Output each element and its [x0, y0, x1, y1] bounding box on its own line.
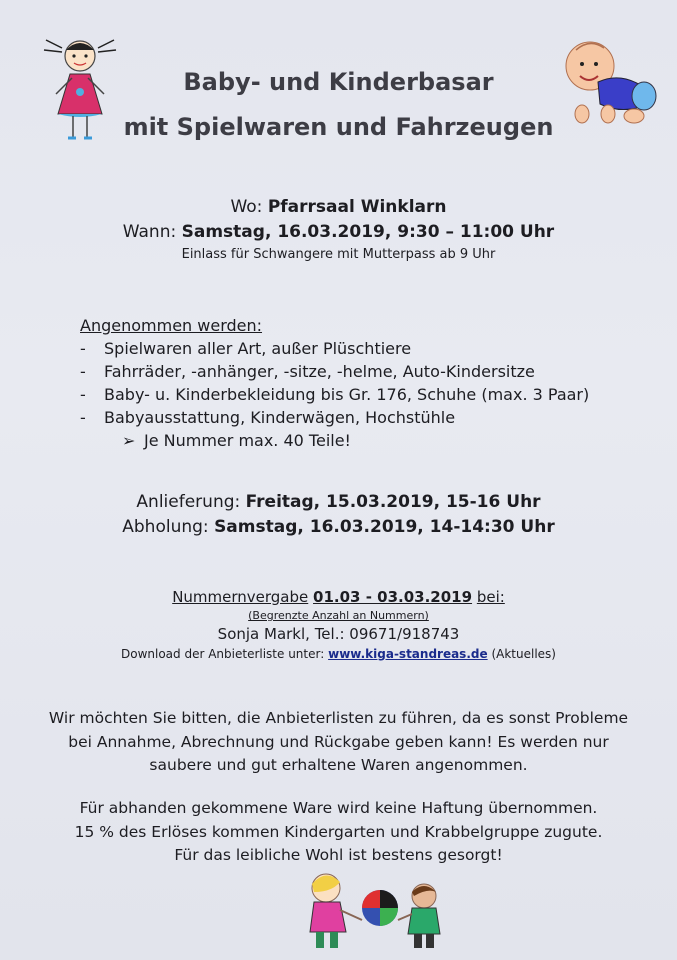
numbers-heading [0, 588, 677, 606]
time-value: Samstag, 16.03.2019, 9:30 – 11:00 Uhr [181, 222, 555, 242]
arrow-bullet-icon: ➢ [122, 431, 136, 450]
list-item: - Babyausstattung, Kinderwägen, Hochstühle [80, 408, 456, 427]
delivery-value: Freitag, 15.03.2019, 15-16 Uhr [245, 492, 541, 512]
pickup-value: Samstag, 16.03.2019, 14-14:30 Uhr [214, 517, 555, 537]
numbers-suffix: bei: [476, 588, 505, 606]
pickup-line [0, 517, 677, 537]
list-item: - Spielwaren aller Art, außer Plüschtiere [80, 339, 412, 358]
list-item: - Fahrräder, -anhänger, -sitze, -helme, Auto-Kindersitze [80, 362, 535, 381]
location-value: Pfarrsaal Winklarn [267, 197, 447, 217]
title-line-2: mit Spielwaren und Fahrzeugen [123, 113, 554, 141]
request-paragraph: Wir möchten Sie bitten, die Anbieterlisten zu führen, da es sonst Probleme bei Annahme, Abrechnung und Rückgabe geben kann! Es werden nur saubere und gut erhaltene Waren angenommen. [48, 709, 629, 774]
numbers-prefix: Nummernvergabe [172, 588, 309, 606]
location-line [0, 197, 677, 217]
download-line [0, 647, 677, 661]
numbers-limited: (Begrenzte Anzahl an Nummern) [248, 609, 429, 622]
location-label: Wo: [230, 197, 263, 217]
accepted-heading: Angenommen werden: [80, 316, 263, 335]
download-suffix: (Aktuelles) [491, 647, 556, 661]
time-line [0, 222, 677, 242]
info-paragraph: Für abhanden gekommene Ware wird keine Haftung übernommen. 15 % des Erlöses kommen Kindergarten und Krabbelgruppe zugute. Für das leibliche Wohl ist bestens gesorgt! [74, 799, 603, 864]
numbers-dates: 01.03 - 03.03.2019 [313, 588, 473, 606]
subitem: ➢ Je Nummer max. 40 Teile! [122, 431, 351, 450]
delivery-label: Anlieferung: [136, 492, 241, 512]
entry-note: Einlass für Schwangere mit Mutterpass ab 9 Uhr [181, 247, 496, 262]
download-prefix: Download der Anbieterliste unter: [121, 647, 325, 661]
website-link[interactable]: www.kiga-standreas.de [328, 647, 488, 661]
delivery-line [0, 492, 677, 512]
time-label: Wann: [122, 222, 177, 242]
title-line-1: Baby- und Kinderbasar [183, 68, 494, 96]
list-item: - Baby- u. Kinderbekleidung bis Gr. 176, Schuhe (max. 3 Paar) [80, 385, 590, 404]
pickup-label: Abholung: [122, 517, 209, 537]
contact-line: Sonja Markl, Tel.: 09671/918743 [217, 625, 460, 643]
accepted-list [80, 314, 589, 452]
kids-ball-illustration [296, 870, 452, 952]
